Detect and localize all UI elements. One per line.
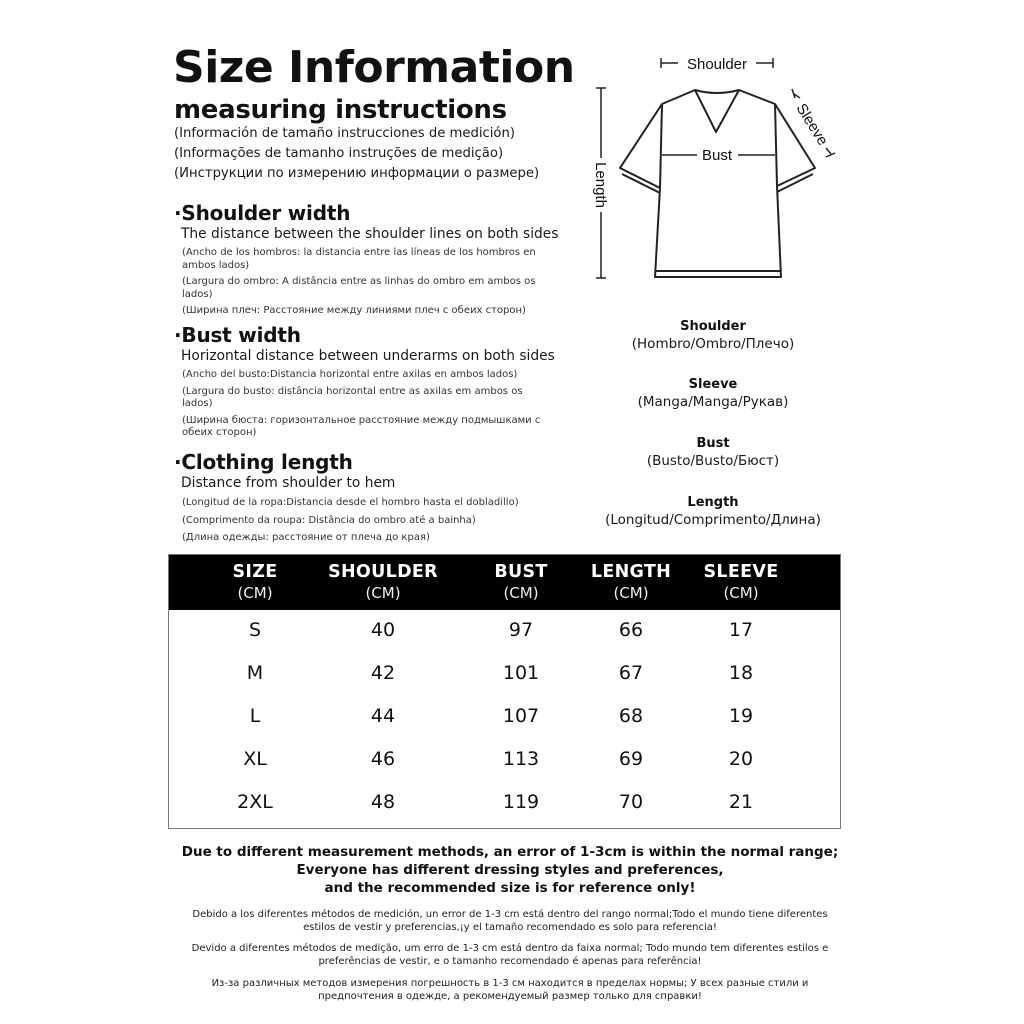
cell-bust: 101 bbox=[502, 662, 540, 684]
note-russian: Из-за различных методов измерения погрешность в 1-3 см находится в пределах нормы; У всех разные стили и предпочтения в одежде, а рекомендуемый размер только для справки! bbox=[211, 978, 809, 1002]
column-label: LENGTH bbox=[590, 562, 672, 582]
section-translation-es: (Ancho de los hombros: la distancia entre las líneas de los hombros en ambos lados) bbox=[182, 247, 536, 271]
section-description: The distance between the shoulder lines on both sides bbox=[181, 226, 559, 242]
section-translation-ru: (Ширина бюста: горизонтальное расстояние между подмышками с обеих сторон) bbox=[182, 414, 541, 438]
section-translation-pt: (Comprimento da roupa: Distância do ombro até a bainha) bbox=[182, 514, 476, 526]
column-label: SIZE bbox=[232, 562, 278, 582]
section-translation-es: (Longitud de la ropa:Distancia desde el hombro hasta el dobladillo) bbox=[182, 497, 519, 508]
section-heading: ·Clothing length bbox=[174, 450, 353, 474]
column-header-sleeve bbox=[676, 561, 806, 603]
diagram-label-bust: Bust bbox=[701, 147, 733, 164]
page-subtitle: measuring instructions bbox=[174, 95, 507, 125]
cell-sleeve: 19 bbox=[728, 705, 754, 727]
section-description: Distance from shoulder to hem bbox=[181, 475, 396, 491]
legend-term: Sleeve bbox=[688, 377, 738, 392]
cell-bust: 119 bbox=[502, 791, 540, 813]
cell-sleeve: 18 bbox=[728, 662, 754, 684]
cell-size: M bbox=[246, 662, 264, 684]
page-title: Size Information bbox=[173, 42, 575, 93]
tshirt-outline-icon bbox=[0, 0, 1024, 300]
legend-term: Bust bbox=[696, 436, 730, 451]
column-unit: (CM) bbox=[723, 584, 759, 602]
cell-shoulder: 42 bbox=[370, 662, 396, 684]
cell-size: XL bbox=[243, 748, 267, 770]
cell-shoulder: 46 bbox=[370, 748, 396, 770]
section-translation-pt: (Largura do ombro: A distância entre as linhas do ombro em ambos os lados) bbox=[182, 276, 536, 300]
section-bust-width bbox=[174, 323, 564, 440]
cell-length: 68 bbox=[618, 705, 644, 727]
cell-size: S bbox=[248, 619, 262, 641]
legend-length bbox=[583, 494, 843, 529]
section-heading: ·Bust width bbox=[174, 323, 301, 347]
column-unit: (CM) bbox=[503, 584, 539, 602]
legend-translations: (Manga/Manga/Рукав) bbox=[637, 394, 789, 410]
section-translation-es: (Ancho del busto:Distancia horizontal entre axilas en ambos lados) bbox=[182, 369, 518, 380]
cell-shoulder: 40 bbox=[370, 619, 396, 641]
legend-shoulder bbox=[583, 318, 843, 353]
cell-shoulder: 44 bbox=[370, 705, 396, 727]
section-heading: ·Shoulder width bbox=[174, 201, 351, 225]
note-english-line-2: Everyone has different dressing styles and preferences, bbox=[296, 862, 724, 878]
column-unit: (CM) bbox=[613, 584, 649, 602]
column-header-shoulder bbox=[318, 561, 448, 603]
column-label: SHOULDER bbox=[328, 562, 438, 582]
table-row bbox=[169, 652, 840, 695]
column-label: BUST bbox=[494, 562, 548, 582]
legend-term: Length bbox=[687, 495, 739, 510]
cell-length: 66 bbox=[618, 619, 644, 641]
note-spanish: Debido a los diferentes métodos de medición, un error de 1-3 cm está dentro del rango normal;Todo el mundo tiene diferentes estilos de vestir y preferencias,¡y el tamaño recomendado es solo para referencia! bbox=[192, 909, 828, 933]
legend-translations: (Hombro/Ombro/Плечо) bbox=[631, 336, 795, 352]
table-header bbox=[169, 555, 840, 610]
column-header-size bbox=[190, 561, 320, 603]
table-row bbox=[169, 609, 840, 652]
cell-size: 2XL bbox=[237, 791, 273, 813]
diagram-label-sleeve: Sleeve bbox=[792, 100, 832, 149]
cell-size: L bbox=[249, 705, 261, 727]
legend-bust bbox=[583, 435, 843, 470]
note-english-line-3: and the recommended size is for reference only! bbox=[324, 880, 696, 896]
cell-length: 67 bbox=[618, 662, 644, 684]
cell-sleeve: 21 bbox=[728, 791, 754, 813]
section-translation-ru: (Длина одежды: расстояние от плеча до края) bbox=[182, 532, 430, 543]
section-translation-pt: (Largura do busto: distância horizontal entre as axilas em ambos os lados) bbox=[182, 385, 523, 409]
cell-bust: 97 bbox=[508, 619, 534, 641]
subtitle-translation-es: (Información de tamaño instrucciones de medición) bbox=[174, 126, 515, 141]
note-english-line-1: Due to different measurement methods, an error of 1-3cm is within the normal range; bbox=[181, 844, 839, 860]
legend-term: Shoulder bbox=[680, 319, 746, 334]
cell-shoulder: 48 bbox=[370, 791, 396, 813]
legend-translations: (Longitud/Comprimento/Длина) bbox=[605, 512, 821, 528]
section-translation-ru: (Ширина плеч: Расстояние между линиями плеч с обеих сторон) bbox=[182, 305, 526, 316]
legend-sleeve bbox=[583, 376, 843, 411]
column-label: SLEEVE bbox=[703, 562, 779, 582]
table-row bbox=[169, 738, 840, 781]
cell-sleeve: 17 bbox=[728, 619, 754, 641]
cell-sleeve: 20 bbox=[728, 748, 754, 770]
column-unit: (CM) bbox=[365, 584, 401, 602]
cell-length: 70 bbox=[618, 791, 644, 813]
table-row bbox=[169, 781, 840, 824]
subtitle-translation-ru: (Инструкции по измерению информации о размере) bbox=[174, 166, 540, 181]
diagram-label-length: Length bbox=[592, 162, 609, 208]
cell-length: 69 bbox=[618, 748, 644, 770]
column-unit: (CM) bbox=[237, 584, 273, 602]
cell-bust: 107 bbox=[502, 705, 540, 727]
note-portuguese: Devido a diferentes métodos de medição, um erro de 1-3 cm está dentro da faixa normal; Todo mundo tem diferentes estilos e preferências de vestir, e o tamanho recomendado é apenas para referência! bbox=[191, 943, 829, 967]
legend-translations: (Busto/Busto/Бюст) bbox=[646, 453, 780, 469]
table-row bbox=[169, 695, 840, 738]
diagram-label-shoulder: Shoulder bbox=[686, 56, 748, 73]
section-description: Horizontal distance between underarms on both sides bbox=[181, 348, 555, 364]
subtitle-translation-pt: (Informações de tamanho instruções de medição) bbox=[174, 146, 504, 161]
cell-bust: 113 bbox=[502, 748, 540, 770]
section-clothing-length bbox=[174, 450, 564, 545]
size-table bbox=[168, 554, 841, 829]
